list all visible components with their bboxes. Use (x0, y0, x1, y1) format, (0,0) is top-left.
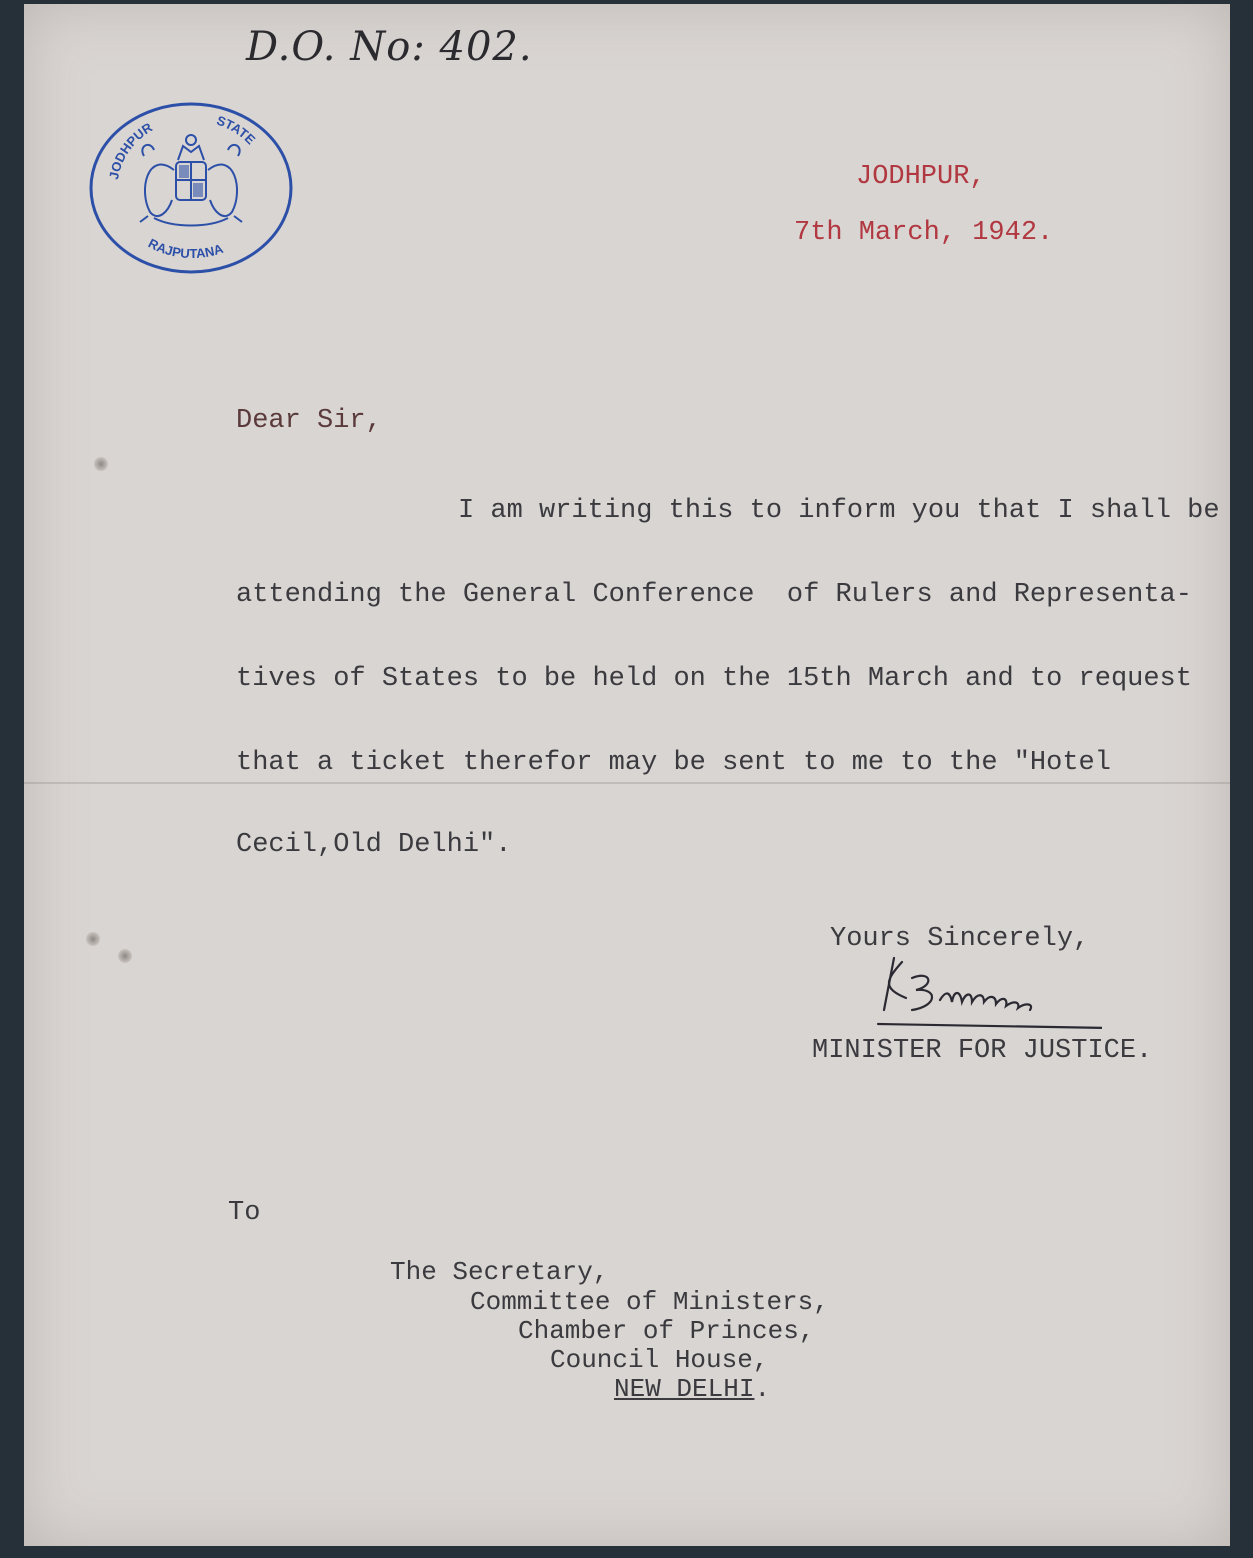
address-line: Chamber of Princes, (518, 1316, 815, 1346)
handwritten-signature-icon (842, 952, 1102, 1032)
seal-text-rajputana: RAJPUTANA (145, 235, 225, 262)
body-line: Cecil,Old Delhi". (236, 830, 512, 860)
address-city-name: NEW DELHI (614, 1374, 755, 1404)
punch-hole (94, 457, 108, 471)
signatory-designation: MINISTER FOR JUSTICE. (812, 1036, 1153, 1066)
body-line: tives of States to be held on the 15th March and to request (236, 664, 1192, 694)
punch-hole (118, 949, 132, 963)
salutation: Dear Sir, (236, 406, 382, 436)
punch-hole (86, 932, 100, 946)
to-label: To (228, 1198, 261, 1228)
address-city-suffix: . (754, 1374, 771, 1404)
seal-text-jodhpur: JODHPUR (106, 119, 155, 181)
closing: Yours Sincerely, (830, 924, 1090, 954)
letter-date: 7th March, 1942. (794, 218, 1054, 248)
reference-number: D.O. No: 402. (246, 24, 533, 70)
body-line: that a ticket therefor may be sent to me to the "Hotel (236, 748, 1111, 778)
paper-fold (24, 782, 1230, 784)
address-line: Council House, (550, 1345, 769, 1375)
body-line: I am writing this to inform you that I shall be (458, 496, 1220, 526)
body-line: attending the General Conference of Rulers and Representa- (236, 580, 1192, 610)
seal-text-state: STATE (214, 112, 259, 148)
address-line: The Secretary, (390, 1257, 609, 1287)
letter-place: JODHPUR, (856, 162, 986, 192)
address-city (614, 1375, 770, 1404)
jodhpur-state-seal-icon (88, 100, 294, 276)
address-line: Committee of Ministers, (470, 1287, 829, 1317)
